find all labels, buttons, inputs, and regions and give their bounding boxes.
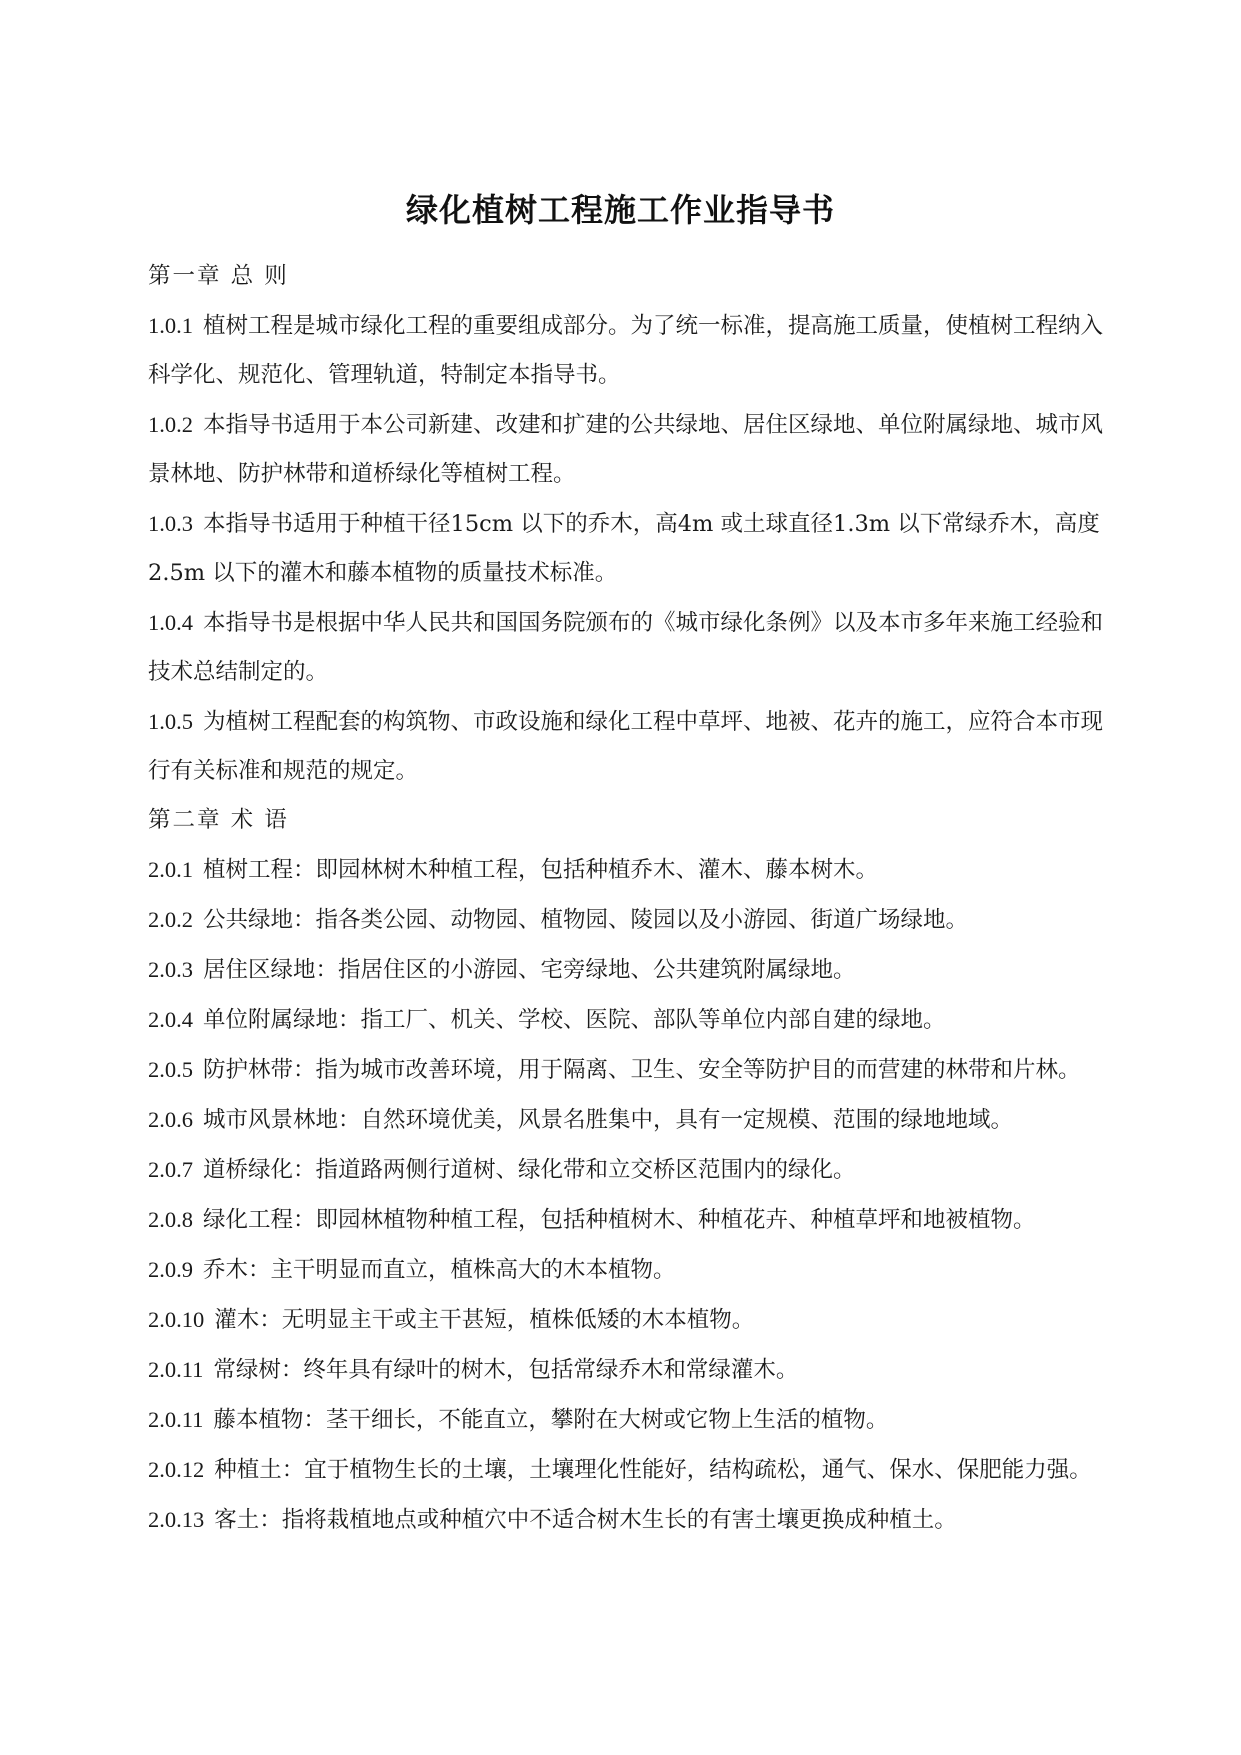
clause-number: 2.0.10 [148,1307,205,1332]
clause-paragraph [148,1495,1113,1545]
clause-text: 本指导书是根据中华人民共和国国务院颁布的《城市绿化条例》以及本市多年来施工经验和技术总结制定的。 [148,610,1104,685]
clause-text: 客土：指将栽植地点或种植穴中不适合树木生长的有害土壤更换成种植土。 [214,1507,957,1533]
clause-number: 2.0.7 [148,1157,193,1182]
clause-text: 本指导书适用于本公司新建、改建和扩建的公共绿地、居住区绿地、单位附属绿地、城市风景林地、防护林带和道桥绿化等植树工程。 [148,412,1104,487]
clause-number: 2.0.1 [148,857,193,882]
clause-text: 道桥绿化：指道路两侧行道树、绿化带和立交桥区范围内的绿化。 [203,1157,856,1183]
clause-text: 植树工程是城市绿化工程的重要组成部分。为了统一标准，提高施工质量，使植树工程纳入科学化、规范化、管理轨道，特制定本指导书。 [148,313,1104,388]
clause-number: 2.0.3 [148,957,193,982]
clause-text: 绿化工程：即园林植物种植工程，包括种植树木、种植花卉、种植草坪和地被植物。 [203,1207,1036,1233]
clause-paragraph [148,1445,1113,1495]
clause-paragraph [148,400,1113,499]
clause-text: 藤本植物：茎干细长，不能直立，攀附在大树或它物上生活的植物。 [213,1407,889,1433]
clause-number: 1.0.4 [148,610,193,635]
clause-paragraph [148,1145,1113,1195]
clause-text: 公共绿地：指各类公园、动物园、植物园、陵园以及小游园、街道广场绿地。 [203,907,969,933]
clause-paragraph [148,845,1113,895]
clause-text: 单位附属绿地：指工厂、机关、学校、医院、部队等单位内部自建的绿地。 [203,1007,946,1033]
clause-paragraph [148,1245,1113,1295]
clause-text: 乔木：主干明显而直立，植株高大的木本植物。 [203,1257,676,1283]
clause-number: 2.0.11 [148,1357,204,1382]
clause-text: 种植土：宜于植物生长的土壤，土壤理化性能好，结构疏松，通气、保水、保肥能力强。 [214,1457,1092,1483]
chapter-heading: 第二章 术 语 [148,807,289,833]
clause-paragraph [148,697,1113,796]
clause-text: 常绿树：终年具有绿叶的树木，包括常绿乔木和常绿灌木。 [213,1357,799,1383]
clause-number: 2.0.9 [148,1257,193,1282]
clause-number: 2.0.8 [148,1207,193,1232]
clause-paragraph [148,301,1113,400]
clause-text: 为植树工程配套的构筑物、市政设施和绿化工程中草坪、地被、花卉的施工，应符合本市现行有关标准和规范的规定。 [148,709,1104,784]
document-title: 绿化植树工程施工作业指导书 [405,191,835,229]
clause-number: 1.0.1 [148,313,193,338]
clause-text: 灌木：无明显主干或主干甚短，植株低矮的木本植物。 [214,1307,755,1333]
clause-paragraph [148,1395,1113,1445]
chapter-heading: 第一章 总 则 [148,263,289,289]
clause-paragraph [148,945,1113,995]
clause-number: 2.0.5 [148,1057,193,1082]
clause-number: 2.0.11 [148,1407,204,1432]
clause-number: 2.0.12 [148,1457,205,1482]
clause-text: 居住区绿地：指居住区的小游园、宅旁绿地、公共建筑附属绿地。 [203,957,856,983]
clause-number: 2.0.13 [148,1507,205,1532]
clause-paragraph [148,1295,1113,1345]
clause-text: 植树工程：即园林树木种植工程，包括种植乔木、灌木、藤本树木。 [203,857,879,883]
clause-paragraph [148,598,1113,697]
clause-number: 2.0.6 [148,1107,193,1132]
clause-number: 2.0.2 [148,907,193,932]
clause-paragraph [148,1045,1113,1095]
clause-paragraph [148,995,1113,1045]
clause-paragraph [148,1345,1113,1395]
clause-text: 本指导书适用于种植干径15cm 以下的乔木，高4m 或土球直径1.3m 以下常绿乔木，高度2.5m 以下的灌木和藤本植物的质量技术标准。 [148,511,1100,586]
clause-paragraph [148,499,1113,598]
clause-paragraph [148,1195,1113,1245]
clause-paragraph [148,895,1113,945]
clause-number: 1.0.5 [148,709,193,734]
clause-number: 2.0.4 [148,1007,193,1032]
clause-paragraph [148,1095,1113,1145]
clause-text: 防护林带：指为城市改善环境，用于隔离、卫生、安全等防护目的而营建的林带和片林。 [203,1057,1081,1083]
clause-text: 城市风景林地：自然环境优美，风景名胜集中，具有一定规模、范围的绿地地域。 [203,1107,1014,1133]
clause-number: 1.0.2 [148,412,193,437]
document-body [148,252,1113,1545]
clause-number: 1.0.3 [148,511,193,536]
